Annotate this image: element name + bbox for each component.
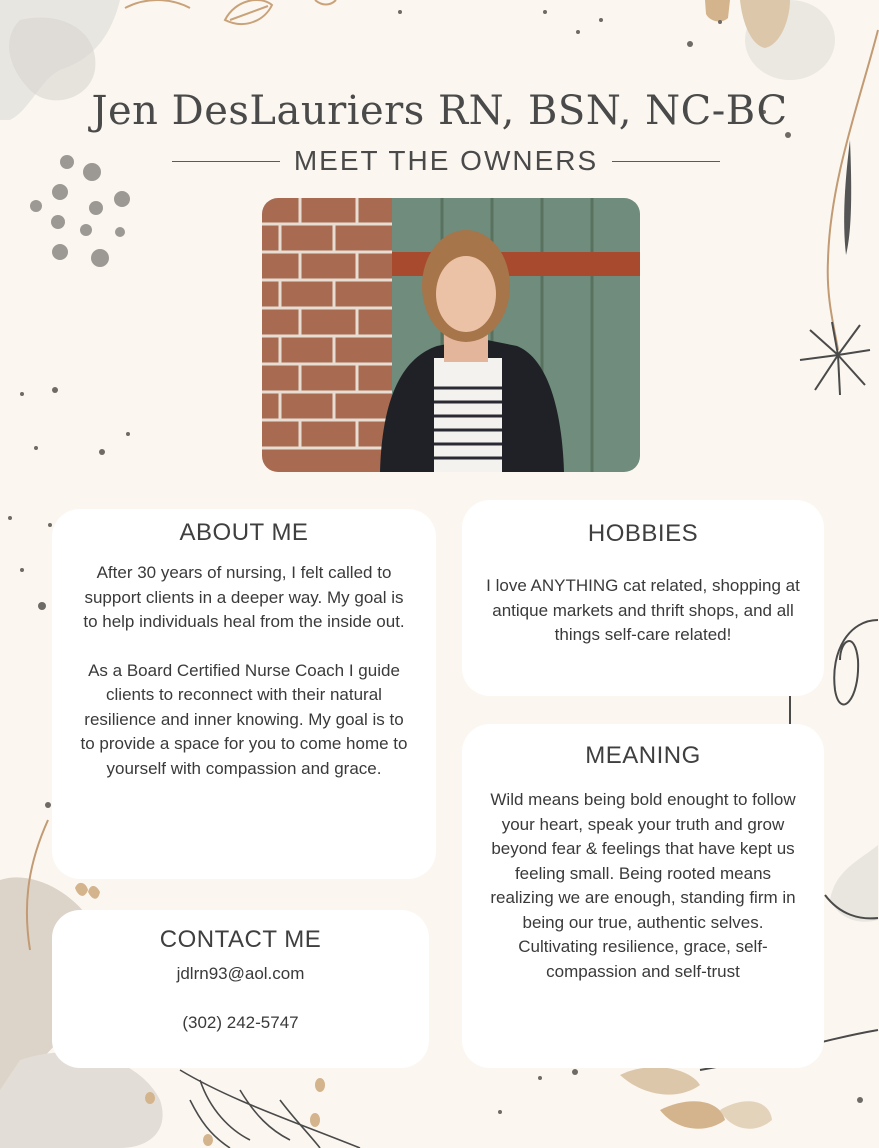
- contact-email[interactable]: jdlrn93@aol.com: [176, 964, 305, 983]
- page-subtitle: MEET THE OWNERS: [293, 145, 599, 176]
- subtitle-row: [172, 143, 720, 179]
- owner-photo: [262, 198, 640, 472]
- meaning-text: Wild means being bold enought to follow your heart, speak your truth and grow beyond fear & feelings that have kept us feeling small. Being rooted means realizing we are enough, standing firm in being our true, authentic selves. Cultivating resilience, grace, self-compassion and self-trust: [490, 790, 796, 981]
- contact-me-heading: CONTACT ME: [159, 926, 322, 953]
- hobbies-text: I love ANYTHING cat related, shopping at antique markets and thrift shops, and all things self-care related!: [486, 576, 800, 644]
- hobbies-card: [462, 500, 824, 696]
- contact-me-card: [52, 910, 429, 1068]
- about-me-paragraph-1: After 30 years of nursing, I felt called to support clients in a deeper way. My goal is to help individuals heal from the inside out.: [83, 563, 405, 631]
- contact-phone[interactable]: (302) 242-5747: [182, 1012, 299, 1032]
- about-me-paragraph-2: As a Board Certified Nurse Coach I guide clients to reconnect with their natural resilience and inner knowing. My goal is to to provide a space for you to come home to yourself with compassion and grace.: [80, 660, 408, 778]
- page-title: Jen DesLauriers RN, BSN, NC-BC: [91, 88, 788, 134]
- about-me-heading: ABOUT ME: [179, 519, 309, 546]
- divider-left: [172, 161, 280, 162]
- meaning-card: [462, 724, 824, 1068]
- owner-portrait-illustration: [262, 198, 640, 472]
- about-me-card: [52, 509, 436, 879]
- hobbies-heading: HOBBIES: [587, 520, 699, 547]
- divider-right: [612, 161, 720, 162]
- meaning-heading: MEANING: [585, 742, 701, 769]
